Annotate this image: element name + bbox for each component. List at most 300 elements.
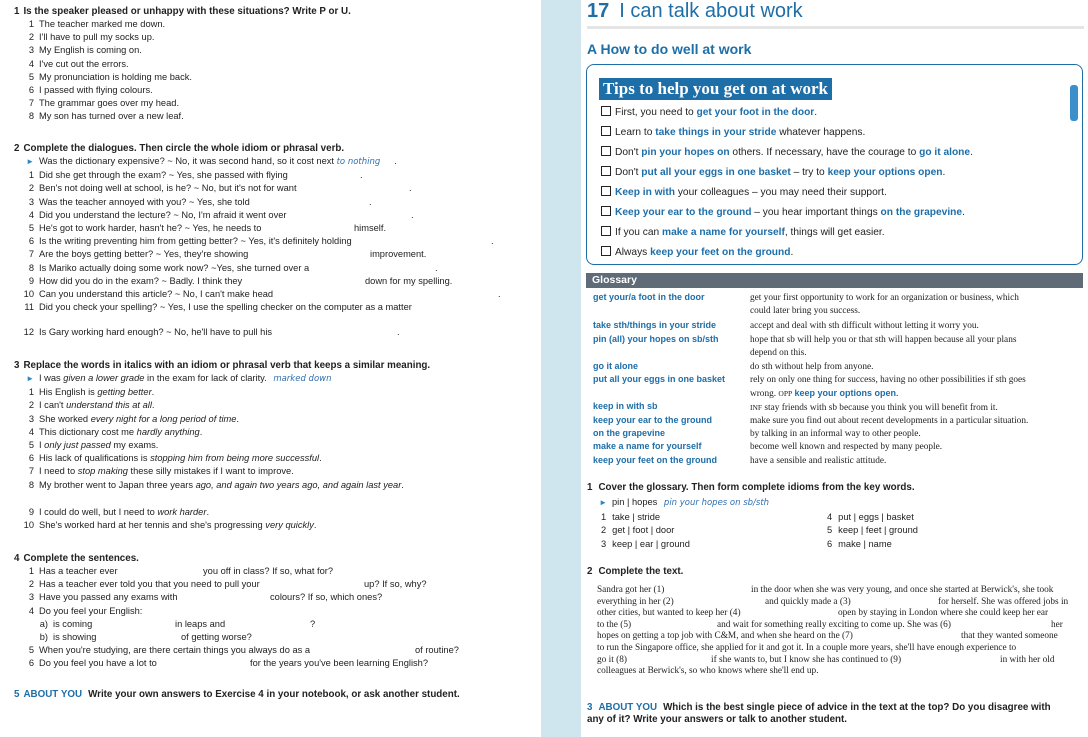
definition-line [750,292,1083,305]
exercise-item [14,97,534,110]
item-text: I'll have to pull my socks up. [39,32,155,43]
tip-text: . [942,167,946,178]
item-number: 2 [28,183,34,194]
exercise-5 [14,689,534,701]
item-text: keep | ear | ground [612,538,690,549]
glossary-definition [750,374,1083,401]
exercise-3-heading [587,702,1082,713]
item-text-after-gap: you off in class? If so, what for? [203,566,334,576]
item-text: Has a teacher ever told you that you need to pull your [39,579,260,590]
tip-idiom: Keep in with [615,187,675,198]
item-text-after-gap: for the years you've been learning English? [250,658,429,669]
glossary-definition [750,428,1083,441]
exercise-item [14,386,534,399]
passage-line [597,585,1072,597]
passage-line [597,631,1072,643]
item-text: Is Mariko actually doing some work now? ~Yes, she turned over a [39,262,310,273]
tip-text: – you hear important things [751,207,881,218]
item-number: 10 [23,520,34,531]
about-you-label: ABOUT YOU [598,702,658,713]
exercise-item [14,262,534,275]
item-number: 6 [827,538,833,549]
glossary-term: go it alone [593,361,638,371]
tip-idiom: keep your options open [827,167,943,178]
item-number: 9 [28,275,34,286]
definition-text: have a sensible and realistic attitude. [750,456,887,466]
checkbox-icon [601,186,611,196]
exercise-2-items [14,169,534,339]
item-text: is coming [53,618,93,629]
exercise-item [14,71,534,84]
page-gutter [541,0,581,737]
passage-text: and wait for something really exciting to come up. She was (6) [717,619,951,630]
passage-text: go it (8) [597,654,627,665]
item-number: 8 [28,262,34,273]
exercise-item [14,235,534,248]
exercise-number: 5 [14,689,20,700]
title-rule [587,26,1084,29]
exercise-number: 2 [587,566,593,577]
tip-text: . [790,247,794,258]
exercise-number: 3 [587,702,593,713]
exercise-1-items [587,511,1082,552]
tip-text: Always [615,247,651,258]
exercise-item [587,512,660,522]
exercise-item [14,506,534,519]
opposite-idiom: keep your options open [794,388,897,398]
exercise-item [14,209,534,222]
item-text: is showing [53,632,97,643]
exercise-item [14,657,534,670]
glossary-term: get your/a foot in the door [593,292,705,302]
definition-text: by talking in an informal way to other people. [750,429,921,439]
passage-text: Sandra got her (1) [597,585,665,595]
example-answer: to nothing [336,157,381,167]
tip-idiom: keep your feet on the ground [650,247,791,258]
item-text: Are the boys getting better? ~ Yes, they're showing [39,249,249,260]
exercise-item [14,58,534,71]
example-arrow-icon: ► [26,374,34,383]
definition-line [750,334,1083,347]
passage-text: hopes on getting a top job with C&M, and when she heard on the (7) [597,631,853,642]
exercise-item [14,84,534,97]
example-arrow-icon: ► [26,157,34,166]
item-text-end: these silly mistakes if I want to improve. [127,466,294,477]
definition-text: accept and deal with sth difficult without letting it worry you. [750,321,979,331]
item-text: His lack of qualifications is [39,453,151,464]
item-number: 5 [28,71,34,82]
exercise-2-heading [14,143,534,154]
exercise-item [14,439,534,452]
exercise-4-heading [14,553,534,564]
tip-idiom: make a name for yourself [662,227,785,238]
tip-text: Don't [615,167,642,178]
exercise-item-row [587,511,1082,525]
item-number: 6 [28,236,34,247]
exercise-number: 4 [14,553,20,564]
passage-text: for herself. She was offered jobs in [938,596,1069,607]
unit-title [587,0,803,23]
item-italic-phrase: getting better [97,387,152,398]
passage-text: to the (5) [597,619,632,630]
item-italic-phrase: understand this at all [66,400,152,411]
glossary-term: keep your ear to the ground [593,415,713,425]
tip-idiom: pin your hopes on [641,147,730,158]
passage-line [597,620,1072,632]
item-text: take | stride [612,511,661,522]
item-number: 11 [24,302,34,313]
item-text-after-gap: in leaps and [175,618,226,629]
tip-idiom: go it alone [919,147,971,158]
exercise-number: 2 [14,143,20,154]
passage-text: in with her old [1000,654,1055,665]
exercise-item [827,524,918,538]
tip-text: . [970,147,973,158]
passage-text: and quickly made a (3) [765,596,851,607]
item-number: 5 [827,525,833,535]
tip-item [601,146,973,158]
item-number: 4 [28,58,34,69]
tip-text: If you can [615,227,663,238]
item-text: The teacher marked me down. [39,19,166,29]
exercise-item [14,519,534,532]
exercise-item [14,196,534,209]
tip-text: – try to [790,167,828,178]
exercise-item [14,631,534,644]
glossary-term: take sth/things in your stride [593,320,717,330]
definition-text: wrong. [750,389,777,399]
item-number: 5 [28,645,34,656]
passage-text: in the door when she was very young, and once she started at Berwick's, she took [751,585,1054,595]
exercise-item [587,539,690,549]
unit-number: 17 [587,0,610,22]
item-text: Is the writing preventing him from getting better? ~ Yes, it's definitely holding [39,236,352,247]
item-text-after-gap: of getting worse? [181,632,252,643]
tips-box [586,64,1083,265]
item-text: The grammar goes over my head. [39,98,180,109]
item-number: 2 [28,400,34,411]
item-text: make | name [838,538,892,549]
item-text: My English is coming on. [39,45,142,56]
exercise-instruction: Complete the sentences. [23,553,139,564]
definition-text: get your first opportunity to work for an organization or business, which [750,293,1019,303]
passage-line [597,655,1072,667]
tips-tab-marker [1070,85,1078,121]
passage-line [597,608,1072,620]
tip-item [601,186,887,198]
item-italic-phrase: hardly anything [136,426,200,437]
item-text: My brother went to Japan three years [39,479,196,490]
item-number: 1 [28,19,34,29]
glossary-term: pin (all) your hopes on sb/sth [593,334,719,344]
item-number: 1 [601,511,607,522]
tip-idiom: Keep your ear to the ground [615,207,752,218]
item-text-after-gap: of routine? [415,645,459,656]
tip-text: First, you need to [615,107,697,118]
tip-idiom: on the grapevine [880,207,963,218]
exercise-instruction: Replace the words in italics with an idiom or phrasal verb that keeps a similar meaning. [23,360,431,371]
item-text: My pronunciation is holding me back. [39,71,192,82]
exercise-item [14,44,534,57]
example-arrow-icon: ► [599,498,607,507]
definition-line [750,401,1083,415]
item-text-after-gap: improvement. [370,249,427,260]
item-number: b) [39,632,48,643]
item-number: 2 [601,525,607,535]
item-end: . [411,209,414,220]
item-end: . [360,170,363,181]
item-text-after-gap: colours? If so, which ones? [270,592,383,603]
right-exercise-1 [587,482,1082,551]
item-number: 2 [28,32,34,43]
item-text: This dictionary cost me [39,426,137,437]
definition-text: could later bring you success. [750,306,861,316]
exercise-3-items [14,386,534,532]
item-number: 7 [28,98,34,109]
item-end: . [491,236,494,247]
item-text-end: . [401,479,404,490]
glossary-definition [750,441,1083,454]
item-italic-phrase: stop making [77,466,128,477]
passage-text: if she wants to, but I know she has continued to (9) [711,654,902,665]
item-text-after-gap: down for my spelling. [365,275,453,286]
tip-item [601,166,945,178]
left-page [0,0,541,737]
definition-text: make sure you find out about recent developments in a particular situation. [750,416,1029,426]
item-number: 6 [28,85,34,96]
item-text: I can't [39,400,67,411]
exercise-item-row [587,524,1082,538]
tip-item [601,106,817,118]
item-number: a) [39,618,48,629]
item-italic-phrase: ago, and again two years ago, and again last year [195,479,402,490]
exercise-1-heading [587,482,1082,493]
exercise-item [14,222,534,235]
passage-line [597,597,1072,609]
example-line [14,155,534,169]
glossary-definition [750,292,1083,318]
exercise-item [14,413,534,426]
tip-item [601,246,793,258]
exercise-3 [14,360,534,532]
item-number: 8 [28,111,34,122]
item-number: 1 [28,566,34,576]
checkbox-icon [601,206,611,216]
example-text: pin | hopes [612,497,658,507]
glossary-definition [750,455,1083,468]
exercise-number: 3 [14,360,20,371]
glossary-term: put all your eggs in one basket [593,374,726,384]
passage-text: colleagues at Berwick's, so who knows where she'll end up. [597,666,819,677]
item-text: She's worked hard at her tennis and she's progressing [39,520,266,531]
definition-line [750,415,1083,428]
item-text: How did you do in the exam? ~ Badly. I think they [39,275,243,286]
passage-line [597,666,1072,678]
exercise-item [14,578,534,591]
item-number: 7 [28,466,34,477]
exercise-item [14,31,534,44]
tips-title: Tips to help you get on at work [599,78,832,100]
passage-text: open by staying in London where she could keep her ear [838,608,1049,619]
tip-text: . [814,107,818,118]
item-number: 3 [28,592,34,603]
tip-idiom: take things in your stride [655,127,777,138]
item-italic-phrase: stopping him from being more successful [150,453,320,464]
exercise-instruction: Complete the text. [598,566,684,577]
tip-item [601,206,965,218]
tip-item [601,226,885,238]
item-text: Can you understand this article? ~ No, I can't make head [39,289,274,300]
item-number: 4 [28,426,34,437]
passage-text: other cities, but wanted to keep her (4) [597,608,741,619]
section-a-heading: A How to do well at work [587,41,752,57]
exercise-instruction: Complete the dialogues. Then circle the whole idiom or phrasal verb. [23,143,345,154]
passage-text: her [1051,619,1063,630]
passage-text: that they wanted someone [961,631,1058,642]
exercise-instruction: Cover the glossary. Then form complete idioms from the key words. [598,482,915,493]
item-number: 4 [28,605,34,616]
exercise-4 [14,553,534,671]
glossary-term: keep in with sb [593,401,658,411]
register-label: INF [750,403,763,412]
exercise-item [14,565,534,578]
exercise-number: 1 [587,482,593,493]
item-number: 3 [28,45,34,56]
exercise-5-heading [14,689,534,700]
exercise-instruction-continued: any of it? Write your answers or talk to another student. [587,714,848,725]
exercise-item [14,479,534,492]
exercise-item [14,644,534,657]
item-number: 5 [28,223,34,234]
passage-text: to run the Singapore office, she applied for it and got it. In a couple more years, she'll have enough experience to [597,642,1017,653]
exercise-item [14,110,534,123]
definition-text: stay friends with sb because you think you will benefit from it. [764,403,998,413]
glossary-definition [750,401,1083,415]
item-text: He's got to work harder, hasn't he? ~ Yes, he needs to [39,223,262,234]
opposite-label: OPP [778,389,793,398]
exercise-item [14,288,534,301]
exercise-instruction: Write your own answers to Exercise 4 in your notebook, or ask another student. [88,689,460,700]
glossary-term: on the grapevine [593,428,666,438]
item-number: 4 [827,511,833,522]
item-text: Ben's not doing well at school, is he? ~ No, but it's not for want [39,183,297,194]
tip-text: others. If necessary, have the courage to [729,147,920,158]
item-number: 12 [23,327,34,338]
exercise-3-heading [14,360,534,371]
item-text: I need to [39,466,78,477]
item-number: 9 [28,506,34,517]
exercise-item [14,326,534,339]
item-italic-phrase: very quickly [265,520,314,531]
item-text: Did you check your spelling? ~ Yes, I use the spelling checker on the computer as a matter [39,302,412,313]
definition-text: hope that sb will help you or that sth will happen because all your plans [750,335,1017,345]
glossary-definition [750,361,1083,374]
item-text: When you're studying, are there certain things you always do as a [39,645,311,656]
checkbox-icon [601,226,611,236]
item-number: 2 [28,579,34,590]
exercise-item [14,605,534,618]
definition-line [750,455,1083,468]
text-passage [597,585,1072,678]
exercise-item-row [587,538,1082,552]
tip-idiom: put all your eggs in one basket [641,167,791,178]
exercise-item [827,538,892,552]
checkbox-icon [601,146,611,156]
exercise-4-items [14,565,534,671]
right-exercise-3 [587,702,1082,725]
exercise-instruction: Which is the best single piece of advice in the text at the top? Do you disagree with [663,702,1051,713]
about-you-label: ABOUT YOU [23,689,83,700]
exercise-item [14,426,534,439]
passage-text: everything in her (2) [597,596,674,607]
exercise-item [587,525,674,535]
passage-line [597,643,1072,655]
definition-line [750,387,1083,401]
exercise-item [14,18,534,31]
item-number: 3 [601,538,607,549]
item-text: My son has turned over a new leaf. [39,111,184,122]
item-number: 7 [28,249,34,260]
item-text-after-gap: up? If so, why? [364,579,427,590]
example-end: . [394,156,397,166]
unit-title-text: I can talk about work [619,0,803,22]
exercise-2 [14,143,534,340]
tip-idiom: get your foot in the door [696,107,815,118]
example-text: Was the dictionary expensive? ~ No, it was second hand, so it cost next [39,156,334,166]
item-text: put | eggs | basket [838,511,914,522]
exercise-item [14,465,534,478]
right-page [581,0,1088,737]
item-number: 10 [23,289,34,300]
right-exercise-2 [587,566,1082,577]
item-end: . [397,327,400,338]
item-end: . [435,262,438,273]
exercise-item [14,399,534,412]
exercise-1-heading [14,6,534,17]
example-answer: pin your hopes on sb/sth [663,498,770,508]
item-text-end: . [199,426,203,437]
checkbox-icon [601,166,611,176]
item-text-end: . [319,453,322,464]
exercise-item [14,591,534,604]
item-text: Is Gary working hard enough? ~ No, he'll have to pull his [39,327,273,338]
definition-line [750,441,1083,454]
item-end: . [498,289,501,300]
glossary-definition [750,415,1083,428]
item-text: Was the teacher annoyed with you? ~ Yes, she told [39,196,250,207]
definition-line [750,305,1083,318]
glossary-definition [750,334,1083,360]
example-pre: I was [39,373,64,383]
item-text: keep | feet | ground [838,525,918,535]
definition-text: do sth without help from anyone. [750,362,874,372]
checkbox-icon [601,246,611,256]
exercise-1-items [14,18,534,124]
item-end: ? [310,618,316,629]
definition-line [750,347,1083,360]
item-number: 5 [28,440,34,451]
item-number: 6 [28,658,34,669]
example-answer: marked down [273,374,332,384]
definition-line [750,374,1083,387]
item-italic-phrase: only just passed [44,440,111,451]
exercise-item [14,618,534,631]
item-end: . [369,196,372,207]
exercise-item [14,452,534,465]
item-text: Did she get through the exam? ~ Yes, she passed with flying [39,170,288,181]
glossary-term: keep your feet on the ground [593,455,718,465]
example-post: in the exam for lack of clarity. [144,373,267,383]
